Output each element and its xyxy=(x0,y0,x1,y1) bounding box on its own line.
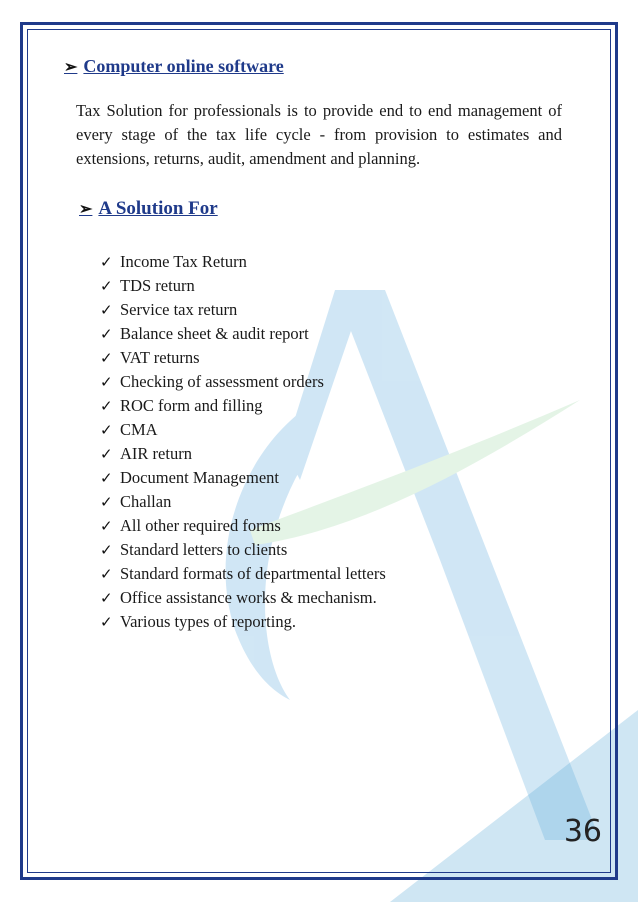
list-item-label: Office assistance works & mechanism. xyxy=(120,588,377,607)
list-item xyxy=(100,466,386,490)
arrow-bullet-icon: ➢ xyxy=(79,201,93,218)
checkmark-icon: ✓ xyxy=(100,277,113,295)
list-item xyxy=(100,442,386,466)
list-item-label: Standard formats of departmental letters xyxy=(120,564,386,583)
list-item xyxy=(100,370,386,394)
list-item-label: Document Management xyxy=(120,468,279,487)
list-item-label: Challan xyxy=(120,492,172,511)
list-item-label: AIR return xyxy=(120,444,192,463)
checkmark-icon: ✓ xyxy=(100,301,113,319)
checkmark-icon: ✓ xyxy=(100,421,113,439)
solution-checklist xyxy=(100,250,386,634)
checkmark-icon: ✓ xyxy=(100,373,113,391)
checkmark-icon: ✓ xyxy=(100,325,113,343)
checkmark-icon: ✓ xyxy=(100,541,113,559)
checkmark-icon: ✓ xyxy=(100,445,113,463)
list-item xyxy=(100,538,386,562)
list-item xyxy=(100,514,386,538)
section-heading-text: A Solution For xyxy=(98,198,218,219)
list-item xyxy=(100,298,386,322)
list-item xyxy=(100,586,386,610)
checkmark-icon: ✓ xyxy=(100,517,113,535)
section-heading-solution xyxy=(79,198,218,220)
checkmark-icon: ✓ xyxy=(100,253,113,271)
list-item xyxy=(100,610,386,634)
checkmark-icon: ✓ xyxy=(100,469,113,487)
intro-paragraph: Tax Solution for professionals is to provide end to end management of every stage of the tax life cycle - from provision to estimates and extensions, returns, audit, amendment and planning. xyxy=(76,101,562,168)
checkmark-icon: ✓ xyxy=(100,589,113,607)
page-number: 36 xyxy=(563,814,602,849)
list-item-label: Service tax return xyxy=(120,300,238,319)
list-item xyxy=(100,490,386,514)
list-item xyxy=(100,418,386,442)
list-item-label: Income Tax Return xyxy=(120,252,247,271)
checkmark-icon: ✓ xyxy=(100,493,113,511)
list-item xyxy=(100,274,386,298)
list-item xyxy=(100,250,386,274)
list-item xyxy=(100,562,386,586)
list-item-label: ROC form and filling xyxy=(120,396,263,415)
section-heading-text: Computer online software xyxy=(83,56,284,76)
list-item xyxy=(100,346,386,370)
list-item-label: Various types of reporting. xyxy=(120,612,296,631)
checkmark-icon: ✓ xyxy=(100,397,113,415)
list-item xyxy=(100,322,386,346)
section-heading-software xyxy=(64,56,284,77)
checkmark-icon: ✓ xyxy=(100,565,113,583)
arrow-bullet-icon: ➢ xyxy=(64,58,78,76)
list-item-label: All other required forms xyxy=(120,516,281,535)
checkmark-icon: ✓ xyxy=(100,613,113,631)
list-item-label: TDS return xyxy=(120,276,195,295)
list-item-label: Balance sheet & audit report xyxy=(120,324,309,343)
list-item-label: CMA xyxy=(120,420,158,439)
list-item-label: Checking of assessment orders xyxy=(120,372,324,391)
list-item xyxy=(100,394,386,418)
list-item-label: VAT returns xyxy=(120,348,200,367)
list-item-label: Standard letters to clients xyxy=(120,540,288,559)
checkmark-icon: ✓ xyxy=(100,349,113,367)
